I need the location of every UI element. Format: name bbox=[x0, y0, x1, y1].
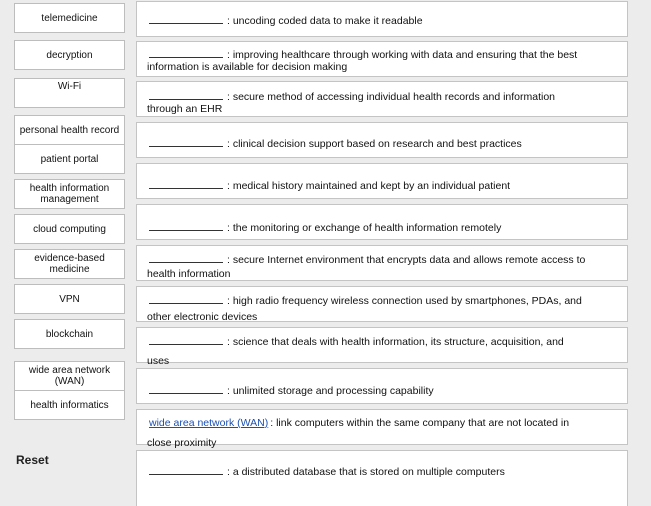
term-label: personal health record bbox=[19, 124, 120, 136]
definition-row bbox=[136, 245, 628, 281]
answer-blank[interactable] bbox=[149, 90, 223, 100]
definition-text: : a distributed database that is stored on multiple computers bbox=[227, 466, 505, 478]
definition-text: : uncoding coded data to make it readable bbox=[227, 15, 423, 27]
term-decryption[interactable] bbox=[14, 40, 125, 70]
definition-text: : high radio frequency wireless connection used by smartphones, PDAs, and bbox=[227, 295, 582, 307]
term-label: patient portal bbox=[40, 153, 99, 165]
term-telemedicine[interactable] bbox=[14, 3, 125, 33]
definition-row bbox=[136, 286, 628, 322]
term-label: wide area network (WAN) bbox=[28, 365, 111, 387]
definition-text: : secure method of accessing individual health records and information bbox=[227, 91, 556, 103]
term-evidence-based-medicine[interactable] bbox=[14, 249, 125, 279]
term-label: evidence-based medicine bbox=[34, 253, 105, 275]
definition-text: : unlimited storage and processing capability bbox=[227, 385, 434, 397]
term-label: Wi-Fi bbox=[57, 81, 82, 92]
definition-line bbox=[149, 417, 569, 429]
term-label: VPN bbox=[59, 293, 80, 305]
definition-line bbox=[149, 253, 585, 266]
definition-line bbox=[149, 384, 434, 397]
definition-continuation: through an EHR bbox=[147, 103, 223, 115]
definition-continuation: uses bbox=[147, 355, 170, 367]
term-label: blockchain bbox=[45, 328, 94, 340]
term-health-information-management[interactable] bbox=[14, 179, 125, 209]
answer-blank[interactable] bbox=[149, 221, 223, 231]
definition-row bbox=[136, 204, 628, 240]
term-label: health informatics bbox=[30, 399, 109, 411]
definition-text: : link computers within the same company that are not located in bbox=[270, 417, 570, 429]
term-label: telemedicine bbox=[41, 12, 98, 24]
definition-line bbox=[149, 137, 522, 150]
definition-row bbox=[136, 81, 628, 117]
definition-row bbox=[136, 122, 628, 158]
definition-continuation: other electronic devices bbox=[147, 311, 258, 323]
definition-row bbox=[136, 41, 628, 77]
term-health-informatics[interactable] bbox=[14, 390, 125, 420]
term-wi-fi[interactable] bbox=[14, 78, 125, 108]
definition-row bbox=[136, 450, 628, 506]
answer-blank[interactable] bbox=[149, 294, 223, 304]
answer-blank[interactable] bbox=[149, 253, 223, 263]
definition-line bbox=[149, 48, 577, 61]
definition-row bbox=[136, 1, 628, 37]
term-cloud-computing[interactable] bbox=[14, 214, 125, 244]
definition-row bbox=[136, 163, 628, 199]
term-label: health information management bbox=[29, 183, 110, 205]
definition-text: : medical history maintained and kept by an individual patient bbox=[227, 180, 511, 192]
definition-continuation: close proximity bbox=[147, 437, 217, 449]
reset-button[interactable]: Reset bbox=[16, 453, 49, 467]
definition-line bbox=[149, 335, 564, 348]
term-label: decryption bbox=[46, 49, 93, 61]
term-label: cloud computing bbox=[33, 223, 106, 235]
answer-blank[interactable] bbox=[149, 335, 223, 345]
definition-continuation: information is available for decision making bbox=[147, 61, 348, 73]
definition-text: : improving healthcare through working with data and ensuring that the best bbox=[227, 49, 578, 61]
definition-text: : clinical decision support based on research and best practices bbox=[227, 138, 522, 150]
definition-line bbox=[149, 294, 582, 307]
filled-answer[interactable]: wide area network (WAN) bbox=[149, 417, 269, 429]
definition-line bbox=[149, 14, 423, 27]
term-personal-health-record[interactable] bbox=[14, 115, 125, 145]
definition-row bbox=[136, 409, 628, 449]
answer-blank[interactable] bbox=[149, 48, 223, 58]
term-blockchain[interactable] bbox=[14, 319, 125, 349]
definition-text: : the monitoring or exchange of health information remotely bbox=[227, 222, 502, 234]
answer-blank[interactable] bbox=[149, 465, 223, 475]
answer-blank[interactable] bbox=[149, 179, 223, 189]
answer-blank[interactable] bbox=[149, 384, 223, 394]
term-vpn[interactable] bbox=[14, 284, 125, 314]
definition-text: : science that deals with health information, its structure, acquisition, and bbox=[227, 336, 564, 348]
definition-line bbox=[149, 465, 505, 478]
definition-line bbox=[149, 221, 501, 234]
answer-blank[interactable] bbox=[149, 14, 223, 24]
term-patient-portal[interactable] bbox=[14, 144, 125, 174]
answer-blank[interactable] bbox=[149, 137, 223, 147]
term-wide-area-network[interactable] bbox=[14, 361, 125, 391]
definition-line bbox=[149, 90, 555, 103]
definition-row bbox=[136, 327, 628, 367]
definition-row bbox=[136, 368, 628, 404]
definition-line bbox=[149, 179, 510, 192]
definition-continuation: health information bbox=[147, 268, 231, 280]
definition-text: : secure Internet environment that encrypts data and allows remote access to bbox=[227, 254, 586, 266]
